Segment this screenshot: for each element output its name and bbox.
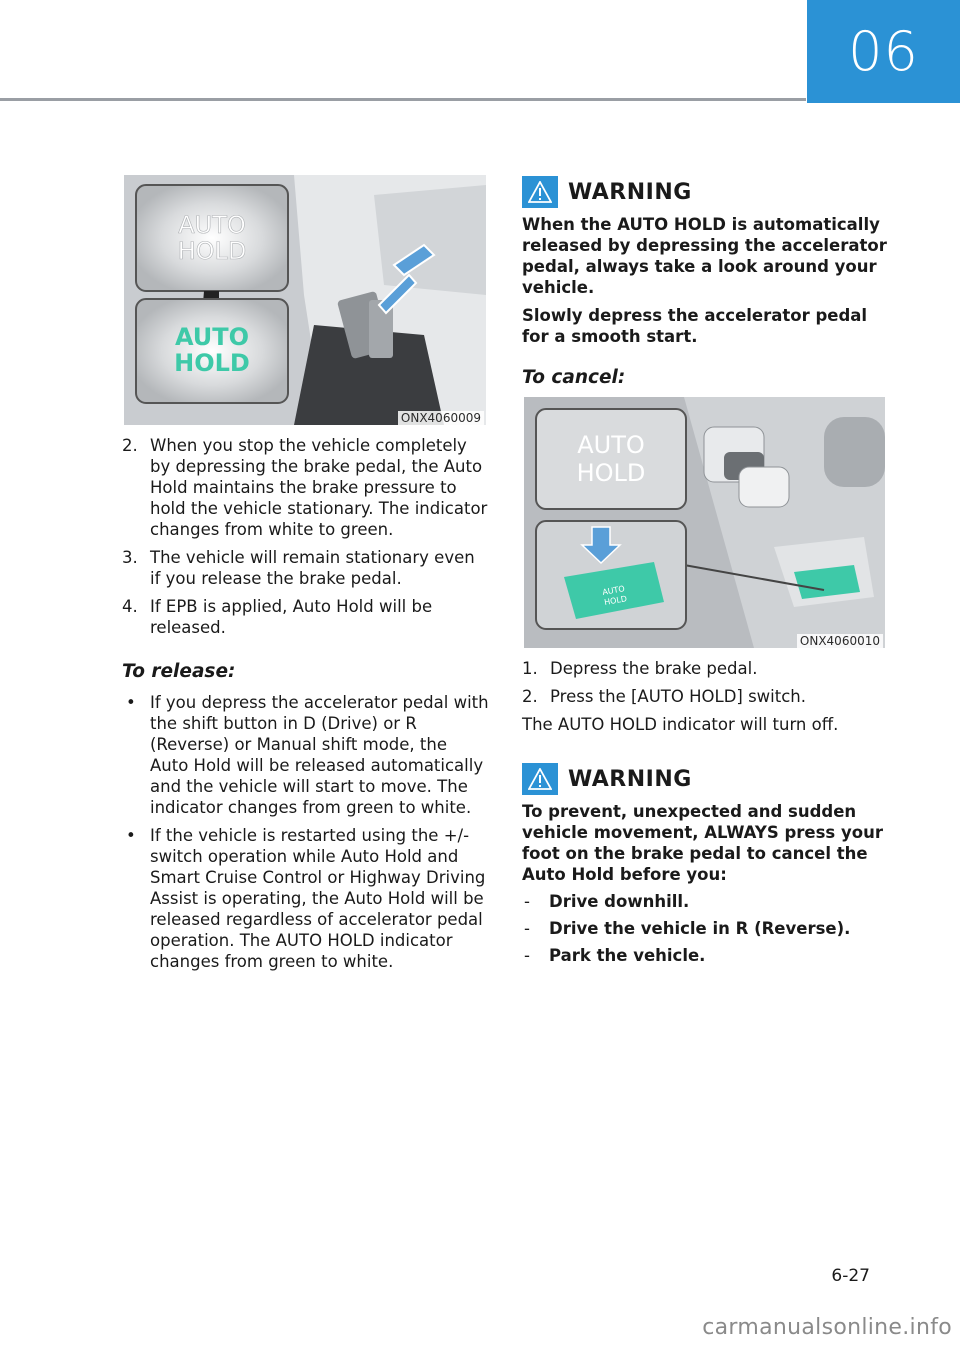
warning-title: WARNING (568, 179, 692, 205)
figure-auto-hold-switch (524, 397, 885, 648)
svg-text:HOLD: HOLD (603, 594, 628, 607)
svg-text:AUTO: AUTO (178, 211, 246, 239)
svg-text:AUTO: AUTO (577, 431, 645, 459)
warning-header (522, 176, 888, 208)
chapter-number: 06 (848, 20, 919, 83)
page-number: 6-27 (831, 1266, 870, 1286)
svg-text:HOLD: HOLD (174, 349, 250, 377)
warning-list-item: - Drive downhill. (524, 892, 690, 911)
release-bullet: • If the vehicle is restarted using the +/- switch operation while Auto Hold and Smart Cruise Control or Highway Driving Assist is operating, the Auto Hold will be released regardless of accelerator pedal operation. The AUTO HOLD indicator changes from green to white. (126, 826, 486, 971)
step-item: 2. When you stop the vehicle completely by depressing the brake pedal, the Auto Hold maintains the brake pressure to hold the vehicle stationary. The indicator changes from white to green. (122, 436, 488, 539)
figure-code: ONX4060010 (797, 634, 883, 648)
illustration-brake-pedal (124, 175, 486, 425)
warning-title: WARNING (568, 766, 692, 792)
chapter-tab (807, 0, 960, 103)
warning-paragraph: Slowly depress the accelerator pedal for a smooth start. (522, 306, 868, 346)
warning-list-item: - Drive the vehicle in R (Reverse). (524, 919, 851, 938)
release-bullet: • If you depress the accelerator pedal with the shift button in D (Drive) or R (Reverse) or Manual shift mode, the Auto Hold will be released automatically and the vehicle will start to move. The indicator changes from green to white. (126, 693, 489, 817)
watermark: carmanualsonline.info (702, 1315, 952, 1340)
cancel-step: 2. Press the [AUTO HOLD] switch. (522, 687, 806, 706)
figure-code: ONX4060009 (398, 411, 484, 425)
warning-list-item: - Park the vehicle. (524, 946, 706, 965)
header-rule (0, 98, 806, 101)
warning-triangle-icon (522, 763, 558, 795)
warning-box-1 (522, 176, 888, 388)
cancel-note: The AUTO HOLD indicator will turn off. (522, 715, 839, 734)
right-body (522, 658, 888, 966)
cancel-heading: To cancel: (522, 367, 626, 388)
warning-paragraph: When the AUTO HOLD is automatically released by depressing the accelerator pedal, always take a look around your vehicle. (522, 215, 887, 297)
illustration-console-switch (524, 397, 885, 648)
svg-text:AUTO: AUTO (174, 323, 250, 351)
cancel-step: 1. Depress the brake pedal. (522, 659, 758, 678)
svg-text:HOLD: HOLD (576, 459, 646, 487)
warning-paragraph: To prevent, unexpected and sudden vehicle movement, ALWAYS press your foot on the brake pedal to cancel the Auto Hold before you: (522, 802, 883, 884)
warning-header (522, 763, 888, 795)
left-body (122, 435, 490, 979)
step-item: 4. If EPB is applied, Auto Hold will be released. (122, 597, 433, 637)
figure-auto-hold-pedal (124, 175, 486, 425)
warning-triangle-icon (522, 176, 558, 208)
svg-text:AUTO: AUTO (601, 584, 626, 597)
step-item: 3. The vehicle will remain stationary even if you release the brake pedal. (122, 548, 475, 588)
svg-text:HOLD: HOLD (177, 237, 247, 265)
release-heading: To release: (122, 661, 236, 682)
